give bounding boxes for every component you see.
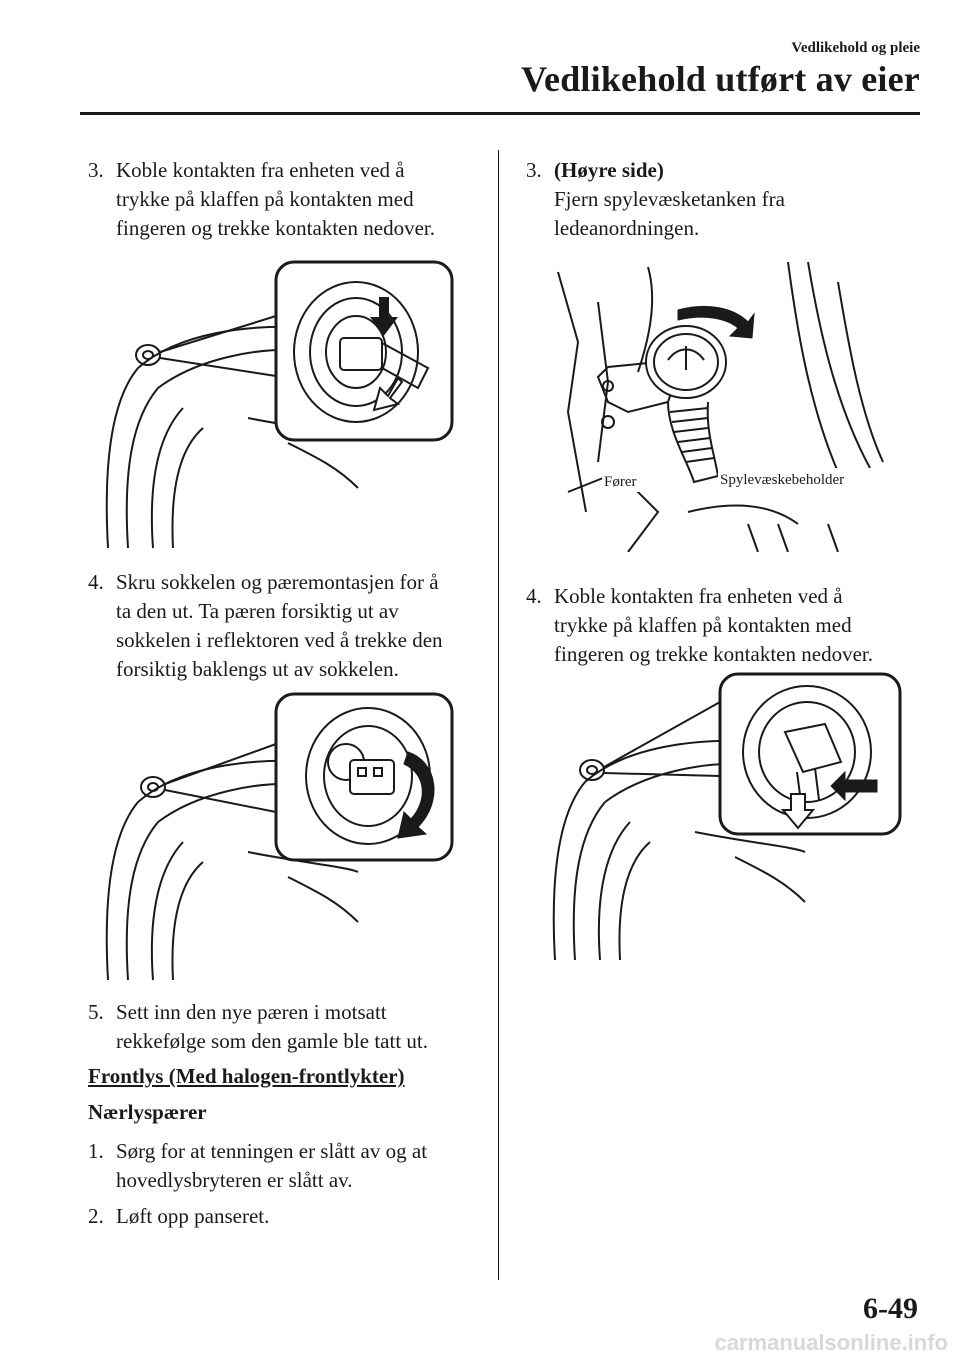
filler-neck	[668, 402, 718, 482]
left-step-5	[88, 998, 488, 1056]
bulb-socket	[350, 760, 394, 794]
chapter-title: Vedlikehold og pleie	[791, 40, 920, 56]
step-text: Skru sokkelen og pæremontasjen for å ta den ut. Ta pæren forsiktig ut av sokkelen i reflektoren ved å trekke den forsiktig baklengs ut av sokkelen.	[116, 570, 443, 681]
step-text: Fjern spylevæsketanken fra ledeanordningen.	[554, 187, 785, 240]
step-text: Løft opp panseret.	[116, 1204, 270, 1228]
step-title: (Høyre side)	[554, 158, 664, 182]
section-title: Vedlikehold utført av eier	[521, 59, 920, 99]
page-number: 6-49	[863, 1292, 918, 1325]
step-text: Koble kontakten fra enheten ved å trykke på klaffen på kontakten med fingeren og trekke kontakten nedover.	[116, 158, 435, 240]
step-number: 4.	[526, 584, 542, 608]
left-step-1	[88, 1137, 488, 1195]
step-number: 5.	[88, 1000, 104, 1024]
step-text: Sett inn den nye pæren i motsatt rekkefølge som den gamle ble tatt ut.	[116, 1000, 428, 1053]
step-number: 4.	[88, 570, 104, 594]
figure-unplug-connector-right	[545, 672, 905, 962]
sub-heading: Nærlyspærer	[88, 1100, 207, 1124]
section-heading: Frontlys (Med halogen-frontlykter)	[88, 1064, 405, 1088]
step-text: Koble kontakten fra enheten ved å trykke på klaffen på kontakten med fingeren og trekke kontakten nedover.	[554, 584, 873, 666]
step-number: 1.	[88, 1139, 104, 1163]
fender-outline	[107, 368, 138, 548]
left-step-3	[88, 156, 488, 243]
label-reservoir: Spylevæskebeholder	[720, 472, 845, 488]
figure-twist-socket	[98, 692, 458, 982]
left-step-2	[88, 1202, 488, 1231]
step-number: 3.	[526, 158, 542, 182]
right-step-3	[526, 156, 926, 243]
left-step-4	[88, 568, 488, 684]
step-text: Sørg for at tenningen er slått av og at hovedlysbryteren er slått av.	[116, 1139, 428, 1192]
figure-unplug-connector-left	[98, 258, 458, 550]
label-driver: Fører	[604, 474, 637, 490]
right-step-4	[526, 582, 926, 669]
step-number: 2.	[88, 1204, 104, 1228]
figure-washer-reservoir	[538, 262, 888, 552]
column-divider	[498, 150, 499, 1280]
connector	[340, 338, 382, 370]
header-rule	[80, 112, 920, 115]
watermark: carmanualsonline.info	[714, 1330, 948, 1355]
step-number: 3.	[88, 158, 104, 182]
